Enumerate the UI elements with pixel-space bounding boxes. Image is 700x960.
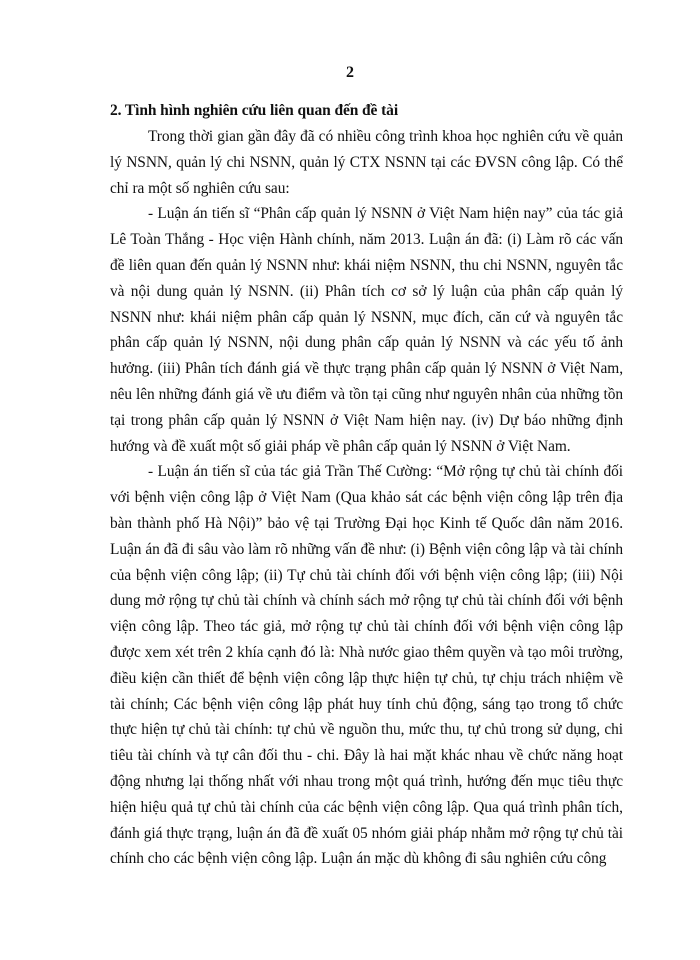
section-heading: 2. Tình hình nghiên cứu liên quan đến đề tài (110, 102, 399, 119)
paragraph-tran-the-cuong: - Luận án tiến sĩ của tác giả Trần Thế Cường: “Mở rộng tự chủ tài chính đối với bệnh viện công lập ở Việt Nam (Qua khảo sát các bệnh viện công lập trên địa bàn thành phố Hà Nội)” bảo vệ tại Trường Đại học Kinh tế Quốc dân năm 2016. Luận án đã đi sâu vào làm rõ những vấn đề như: (i) Bệnh viện công lập và tài chính của bệnh viện công lập; (ii) Tự chủ tài chính đối với bệnh viện công lập; (iii) Nội dung mở rộng tự chủ tài chính và chính sách mở rộng tự chủ tài chính đối với bệnh viện công lập. Theo tác giả, mở rộng tự chủ tài chính đối với bệnh viện công lập được xem xét trên 2 khía cạnh đó là: Nhà nước giao thêm quyền và tạo môi trường, điều kiện cần thiết để bệnh viện công lập thực hiện tự chủ, tự chịu trách nhiệm về tài chính; Các bệnh viện công lập phát huy tính chủ động, sáng tạo trong tổ chức thực hiện tự chủ tài chính: tự chủ về nguồn thu, mức thu, tự chủ trong sử dụng, chi tiêu tài chính và tự cân đối thu - chi. Đây là hai mặt khác nhau về chức năng hoạt động nhưng lại thống nhất với nhau trong một quá trình, hướng đến mục tiêu thực hiện hiệu quả tự chủ tài chính của các bệnh viện công lập. Qua quá trình phân tích, đánh giá thực trạng, luận án đã đề xuất 05 nhóm giải pháp nhằm mở rộng tự chủ tài chính cho các bệnh viện công lập. Luận án mặc dù không đi sâu nghiên cứu công (110, 463, 623, 868)
paragraph-intro: Trong thời gian gần đây đã có nhiều công trình khoa học nghiên cứu về quản lý NSNN, quản lý chi NSNN, quản lý CTX NSNN tại các ĐVSN công lập. Có thể chỉ ra một số nghiên cứu sau: (110, 128, 623, 197)
paragraph-le-toan-thang: - Luận án tiến sĩ “Phân cấp quản lý NSNN ở Việt Nam hiện nay” của tác giả Lê Toàn Thắng - Học viện Hành chính, năm 2013. Luận án đã: (i) Làm rõ các vấn đề liên quan đến quản lý NSNN như: khái niệm NSNN, thu chi NSNN, nguyên tắc và nội dung quản lý NSNN. (ii) Phân tích cơ sở lý luận của phân cấp quản lý NSNN như: khái niệm phân cấp quản lý NSNN, mục đích, căn cứ và nguyên tắc phân cấp quản lý NSNN, nội dung phân cấp quản lý NSNN và các yếu tố ảnh hưởng. (iii) Phân tích đánh giá về thực trạng phân cấp quản lý NSNN ở Việt Nam, nêu lên những đánh giá về ưu điểm và tồn tại cũng như nguyên nhân của những tồn tại trong phân cấp quản lý NSNN ở Việt Nam hiện nay. (iv) Dự báo những định hướng và đề xuất một số giải pháp về phân cấp quản lý NSNN ở Việt Nam. (110, 205, 623, 455)
document-body (110, 98, 623, 872)
page-number: 2 (346, 64, 354, 81)
